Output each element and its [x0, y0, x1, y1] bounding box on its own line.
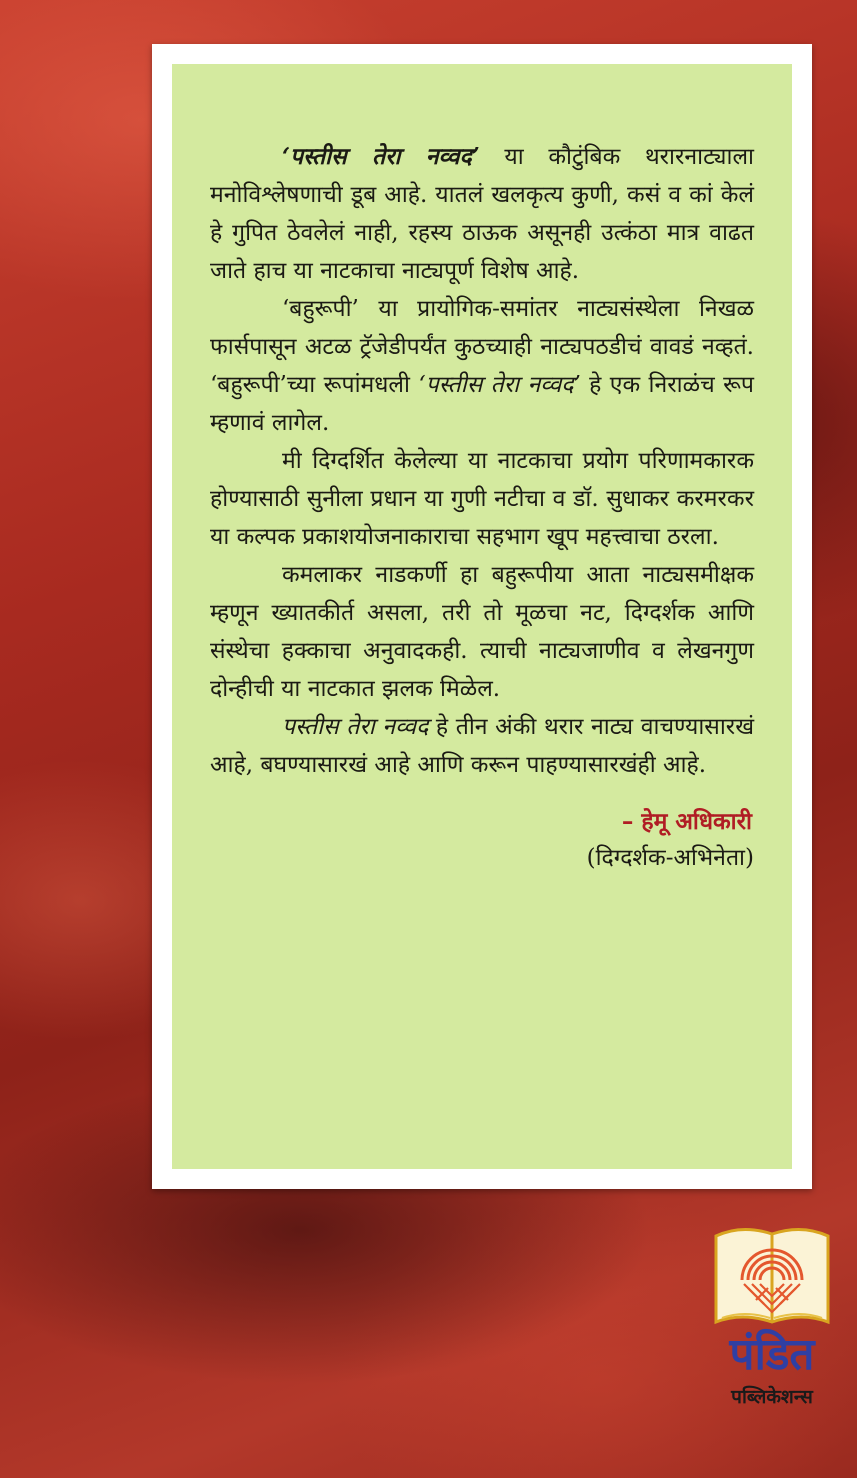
paragraph-3: [210, 442, 754, 556]
paragraph-text: ‘बहुरूपी’ या प्रायोगिक-समांतर नाट्यसंस्थेला निखळ फार्सपासून अटळ ट्रॅजेडीपर्यंत कुठच्याही नाट्यपठडीचं वावडं नव्हतं. ‘बहुरूपी’च्या रूपांमधली: [210, 296, 754, 398]
play-title: पस्तीस तेरा नव्वद: [282, 714, 429, 740]
play-title: ‘पस्तीस तेरा नव्वद’: [282, 143, 480, 170]
paragraph-text: हे तीन अंकी थरार नाट्य वाचण्यासारखं आहे, बघण्यासारखं आहे आणि करून पाहण्यासारखंही आहे.: [210, 714, 755, 778]
paragraph-5: [210, 708, 754, 784]
publisher-subtitle: पब्लिकेशन्स: [731, 1386, 813, 1408]
signature-role: (दिग्दर्शक-अभिनेता): [586, 845, 754, 871]
paragraph-text: या कौटुंबिक थरारनाट्याला मनोविश्लेषणाची डूब आहे. यातलं खलकृत्य कुणी, कसं व कां केलं हे गुपित ठेवलेलं नाही, रहस्य ठाऊक असूनही उत्कंठा मात्र वाढत जाते हाच या नाटकाचा नाट्यपूर्ण विशेष आहे.: [210, 144, 754, 284]
paragraph-1: [210, 138, 754, 290]
publisher-name: पंडित: [729, 1329, 815, 1380]
paragraph-text: हे एक निराळंच रूप म्हणावं लागेल.: [210, 372, 755, 436]
book-mark-icon: [712, 1218, 832, 1330]
paragraph-2: [210, 290, 754, 442]
paragraph-4: [210, 556, 754, 708]
paragraph-text: कमलाकर नाडकर्णी हा बहुरूपीया आता नाट्यसमीक्षक म्हणून ख्यातकीर्त असला, तरी तो मूळचा नट, दिग्दर्शक आणि संस्थेचा हक्काचा अनुवादकही. त्याची नाट्यजाणीव व लेखनगुण दोन्हीची या नाटकात झलक मिळेल.: [210, 562, 754, 702]
paragraph-text: मी दिग्दर्शित केलेल्या या नाटकाचा प्रयोग परिणामकारक होण्यासाठी सुनीला प्रधान या गुणी नटीचा व डॉ. सुधाकर करमरकर या कल्पक प्रकाशयोजनाकाराचा सहभाग खूप महत्त्वाचा ठरला.: [210, 448, 754, 550]
blurb-frame: [152, 44, 812, 1189]
blurb-panel: [172, 64, 792, 1169]
signature-name: – हेमू अधिकारी: [621, 808, 752, 835]
play-title: ‘पस्तीस तेरा नव्वद’: [418, 372, 581, 398]
publisher-logo: [712, 1218, 832, 1430]
